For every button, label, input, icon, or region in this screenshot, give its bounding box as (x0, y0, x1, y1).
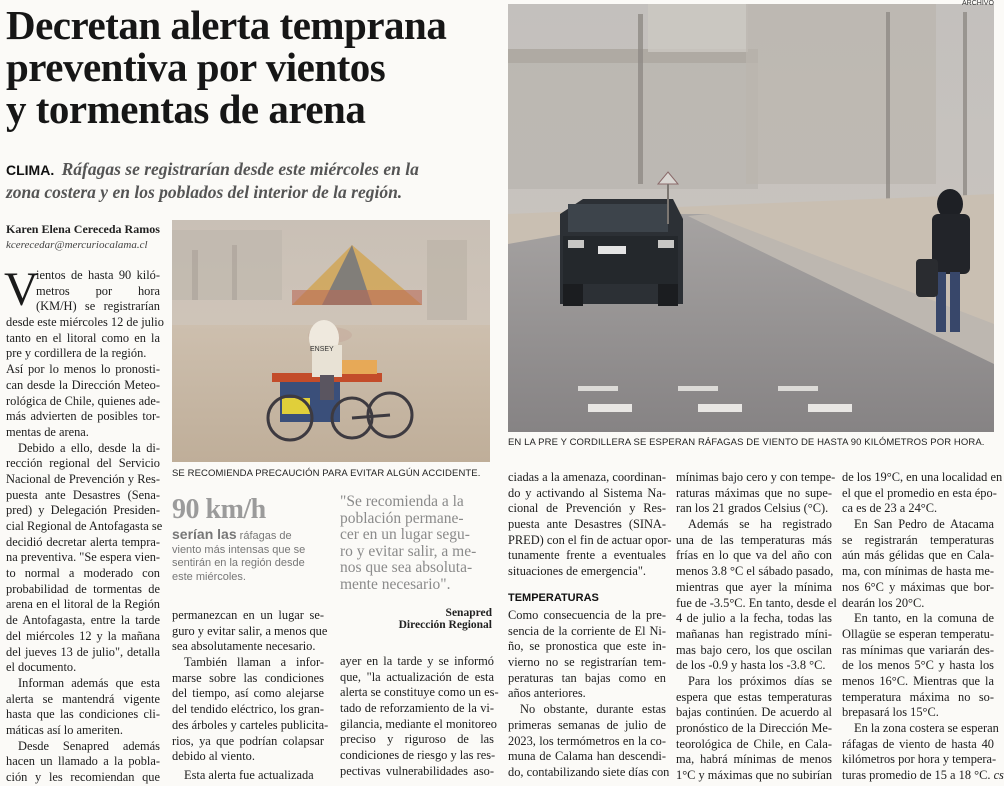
text-line: hasta que las condiciones cli- (6, 707, 160, 722)
callout-line-1 (172, 528, 322, 544)
callout-line-4: este miércoles. (172, 570, 246, 583)
text-line: Como consecuencia de la pre- (508, 608, 666, 622)
text-line: ientos de hasta 90 kiló- (36, 268, 160, 282)
text-line: sencia de la corriente de El Ni- (508, 623, 666, 638)
text-line: del tendido eléctrico, los gran- (172, 702, 324, 717)
body-column-5 (676, 470, 837, 784)
text-line: ciadas a la amenaza, coordinan- (508, 470, 666, 484)
text-line: permanezcan en un lugar se- (172, 608, 324, 622)
text-line: primeras semanas de julio de (508, 717, 666, 732)
quote-line: "Se recomienda a la (340, 493, 464, 510)
text-line: muna de Calama han descendi- (508, 749, 666, 764)
author-name: Karen Elena Cereceda Ramos (6, 222, 160, 236)
body-column-6 (842, 470, 1004, 784)
text-line: na preventiva. "Se espera vien- (6, 550, 161, 565)
text-line: el que el promedio en esta épo- (842, 485, 997, 500)
callout-text-1: ráfagas de (239, 530, 292, 542)
text-line: rección regional del Servicio (6, 456, 160, 471)
text-line: Esta alerta fue actualizada (184, 767, 314, 782)
lead-text-1: Ráfagas se registrarían desde este miércoles en la (61, 159, 419, 179)
text-line: do, contabilizando siete días con (508, 764, 670, 779)
text-line: gilancia, mediante el monitoreo (340, 716, 497, 731)
text-line: pred) y Delegación Presiden- (6, 503, 160, 518)
text-line: ayer en la tarde y se informó (340, 654, 494, 668)
text-line: mientras que ayer la mínima (676, 579, 832, 594)
text-line: desde este miércoles 12 de julio (6, 315, 164, 330)
text-line: PRED) con el fin de actuar opor- (508, 532, 672, 547)
text-line: nos 6°C y máximas que bor- (842, 579, 994, 594)
quote-line: cer en un lugar segu- (340, 526, 470, 543)
text-line: debido al viento. (172, 749, 255, 764)
text-line: que, "la actualización de esta (340, 669, 494, 684)
text-line: sea absolutamente necesario. (172, 639, 316, 654)
text-line: preciso y riguroso de las (340, 732, 494, 747)
photo-left-caption: SE RECOMIENDA PRECAUCIÓN PARA EVITAR ALGÚN ACCIDENTE. (172, 468, 481, 479)
callout-line-2: viento más intensas que se (172, 543, 306, 556)
text-line: temperatura máxima no so- (842, 689, 994, 704)
text-line: ran los 21 grados Celsius (°C). (676, 501, 829, 516)
text-line: arena en el litoral de la Región (6, 597, 160, 612)
headline-line-1: Decretan alerta temprana (6, 2, 447, 48)
text-line: Además se ha registrado (688, 517, 832, 532)
svg-text:ENSEY: ENSEY (310, 346, 334, 353)
text-line: 4 de julio a la fecha, todas las (676, 611, 832, 626)
photo-dust-storm-road-image (508, 4, 994, 432)
text-line: espera que estas temperaturas (676, 689, 832, 704)
text-line: guro y evitar salir, a menos que (172, 623, 328, 638)
lead-line-2: zona costera y en los poblados del interior de la región. (6, 182, 403, 202)
quote-line: población permane- (340, 509, 464, 527)
text-line: puesta ante Desastres (Sena- (6, 487, 160, 502)
callout-text (172, 528, 322, 584)
text-line: del miércoles 12 y la mañana (6, 628, 160, 643)
text-line: ráfagas de viento de hasta 40 (842, 736, 994, 751)
text-line: mañanas han registrado míni- (676, 626, 832, 641)
text-line: to normal a moderado con (6, 566, 160, 581)
text-line: del tiempo, así como alejarse (172, 686, 324, 701)
text-line: mínimas bajo cero y con tempe- (676, 470, 836, 484)
photo-tricycle-vendor (172, 220, 490, 462)
lead-paragraph (6, 158, 501, 203)
text-line: peraturas tan bajas como en (508, 670, 666, 685)
text-line: 2023, los termómetros en la co- (508, 733, 666, 748)
text-line: menos 3.8 °C el sábado pasado, (676, 564, 834, 579)
text-line: de los menos 5°C y hasta los (842, 658, 994, 673)
body-column-1 (4, 263, 164, 786)
text-line: ca es de 23 a 24°C. (842, 501, 938, 516)
end-mark: cs (993, 768, 1004, 783)
headline-line-3: y tormentas de arena (6, 86, 366, 132)
text-line: decidió decretar alerta tempra- (6, 534, 160, 549)
text-line: aún más gélidas que en Cala- (842, 548, 994, 563)
text-line: puesta ante Desastres (SINA- (508, 517, 666, 532)
text-line: años anteriores. (508, 686, 586, 701)
text-line: ras mínimas que variarán des- (842, 642, 994, 657)
text-line: bajas continúen. De acuerdo al (676, 705, 832, 720)
text-line: más advierten de posibles tor- (6, 409, 160, 424)
section-heading-temperaturas: TEMPERATURAS (508, 592, 599, 604)
text-line: de Antofagasta, entre la tarde (6, 613, 160, 628)
author-email[interactable]: kcerecedar@mercuriocalama.cl (6, 239, 148, 251)
text-line: tunamente frente a eventuales (508, 548, 666, 563)
body-column-4-top (508, 470, 672, 580)
photo-tricycle-vendor-image (172, 220, 490, 462)
text-line: pectivas vulnerabilidades aso- (340, 763, 494, 778)
text-line: pre y cordillera de la región. (6, 346, 147, 361)
text-line: hacen un llamado a la pobla- (6, 754, 160, 769)
text-line: metros por hora (36, 283, 160, 298)
text-line: rológica de Chile, quienes ade- (6, 393, 160, 408)
headline-line-2: preventiva por vientos (6, 44, 386, 90)
text-line: una de las temperaturas más (676, 532, 832, 547)
text-line: probabilidad de tormentas de (6, 581, 160, 596)
text-line: de los 19°C, en una localidad en (842, 470, 1003, 484)
lead-kicker: CLIMA. (6, 162, 55, 178)
quote-source-dept: Dirección Regional (398, 619, 492, 631)
text-line: Así por lo menos lo pronosti- (6, 362, 160, 377)
text-line: Informan además que esta (18, 675, 160, 690)
text-line: kilómetros por hora y tempera- (842, 752, 997, 767)
text-line: También llaman a infor- (184, 655, 324, 670)
text-line: do y activando al Sistema Na- (508, 485, 666, 500)
text-line: condiciones de riesgo y las res- (340, 748, 496, 763)
text-line: se registrarán temperaturas (842, 532, 994, 547)
lead-line-1 (6, 158, 501, 181)
photo-dust-storm-road (508, 4, 994, 432)
text-line: vierno no se registrarían tem- (508, 655, 666, 670)
body-column-3b (340, 654, 499, 780)
quote-source-org: Senapred (445, 607, 492, 619)
text-line: ño, se pronostica que este in- (508, 639, 666, 654)
body-column-4 (508, 608, 670, 781)
text-line: Para los próximos días se (688, 673, 832, 688)
text-line: mas bajo cero, los que oscilan (676, 642, 832, 657)
quote-line: ro y evitar salir, a me- (340, 542, 477, 560)
text-line: brepasará los 15°C. (842, 705, 939, 720)
callout-number: 90 km/h (172, 494, 266, 525)
text-line: frías en lo que va del año con (676, 548, 832, 563)
text-line: del jueves 13 de julio", detalla (6, 644, 160, 659)
text-line: teorológica de Chile, en Cala- (676, 736, 832, 751)
text-line: cial Regional de Antofagasta se (6, 519, 163, 533)
body-column-2 (172, 608, 329, 784)
text-line: alerta se constituye como un es- (340, 685, 499, 700)
text-line: ma, habrá mínimas de menos (676, 752, 832, 767)
text-line: Ollagüe se esperan temperatu- (842, 626, 994, 641)
text-line-end: turas promedio de 15 a 18 °C. (842, 768, 991, 783)
text-line: En la zona costera se esperan (854, 721, 999, 735)
text-line: No obstante, durante estas (520, 702, 666, 717)
callout-line-3: sentirán en la región desde (172, 557, 305, 569)
text-line: 1°C y máximas que no subirían (676, 768, 833, 783)
text-line: marse sobre las condiciones (172, 670, 324, 685)
text-line: des árboles y carteles publicita- (172, 717, 329, 732)
callout-bold: serían las (172, 526, 237, 542)
text-line: can desde la Dirección Meteo- (6, 377, 160, 392)
quote-line: nos que sea absoluta- (340, 559, 473, 576)
pull-quote (340, 494, 500, 593)
text-line: cional de Prevención y Res- (508, 501, 666, 516)
text-line: En San Pedro de Atacama (854, 517, 994, 532)
text-line: ción y les recomiendan que (6, 770, 160, 784)
text-line (842, 768, 1004, 784)
text-line: alerta se mantendrá vigente (6, 691, 160, 706)
text-line: tanto en el litoral como en la (6, 330, 160, 345)
text-line: menos 16°C. Mientras que la (842, 673, 994, 688)
drop-cap: V (4, 263, 39, 316)
text-line: (KM/H) se registrarían (36, 299, 160, 314)
text-line: Desde Senapred además (18, 738, 160, 753)
text-line: fue de -3.5°C. En tanto, desde el (676, 595, 837, 610)
text-line: de los -0.9 y hasta los -3.8 °C. (676, 658, 826, 673)
quote-source (340, 607, 492, 631)
photo-credit: ARCHIVO (962, 0, 994, 7)
text-line: Nacional de Prevención y Res- (6, 471, 160, 486)
photo-right-caption: EN LA PRE Y CORDILLERA SE ESPERAN RÁFAGAS DE VIENTO DE HASTA 90 KILÓMETROS POR HORA. (508, 437, 985, 448)
text-line: En tanto, en la comuna de (854, 611, 994, 626)
headline (6, 4, 501, 130)
text-line: máticas así lo ameriten. (6, 722, 123, 737)
text-line: tado de reforzamiento de la vi- (340, 701, 494, 716)
text-line: rios, ya que podrían colapsar (172, 733, 324, 748)
text-line: situaciones de emergencia". (508, 564, 646, 579)
text-line: pronóstico de la Dirección Me- (676, 721, 832, 735)
text-line: mentas de arena. (6, 424, 89, 439)
text-line: el documento. (6, 660, 77, 675)
text-line: dearán los 20°C. (842, 595, 925, 610)
quote-line: mente necesario". (340, 575, 451, 593)
text-line: raturas máximas que no supe- (676, 485, 832, 500)
text-line: ma, con mínimas de hasta me- (842, 564, 994, 579)
text-line: Debido a ello, desde la di- (18, 440, 160, 455)
